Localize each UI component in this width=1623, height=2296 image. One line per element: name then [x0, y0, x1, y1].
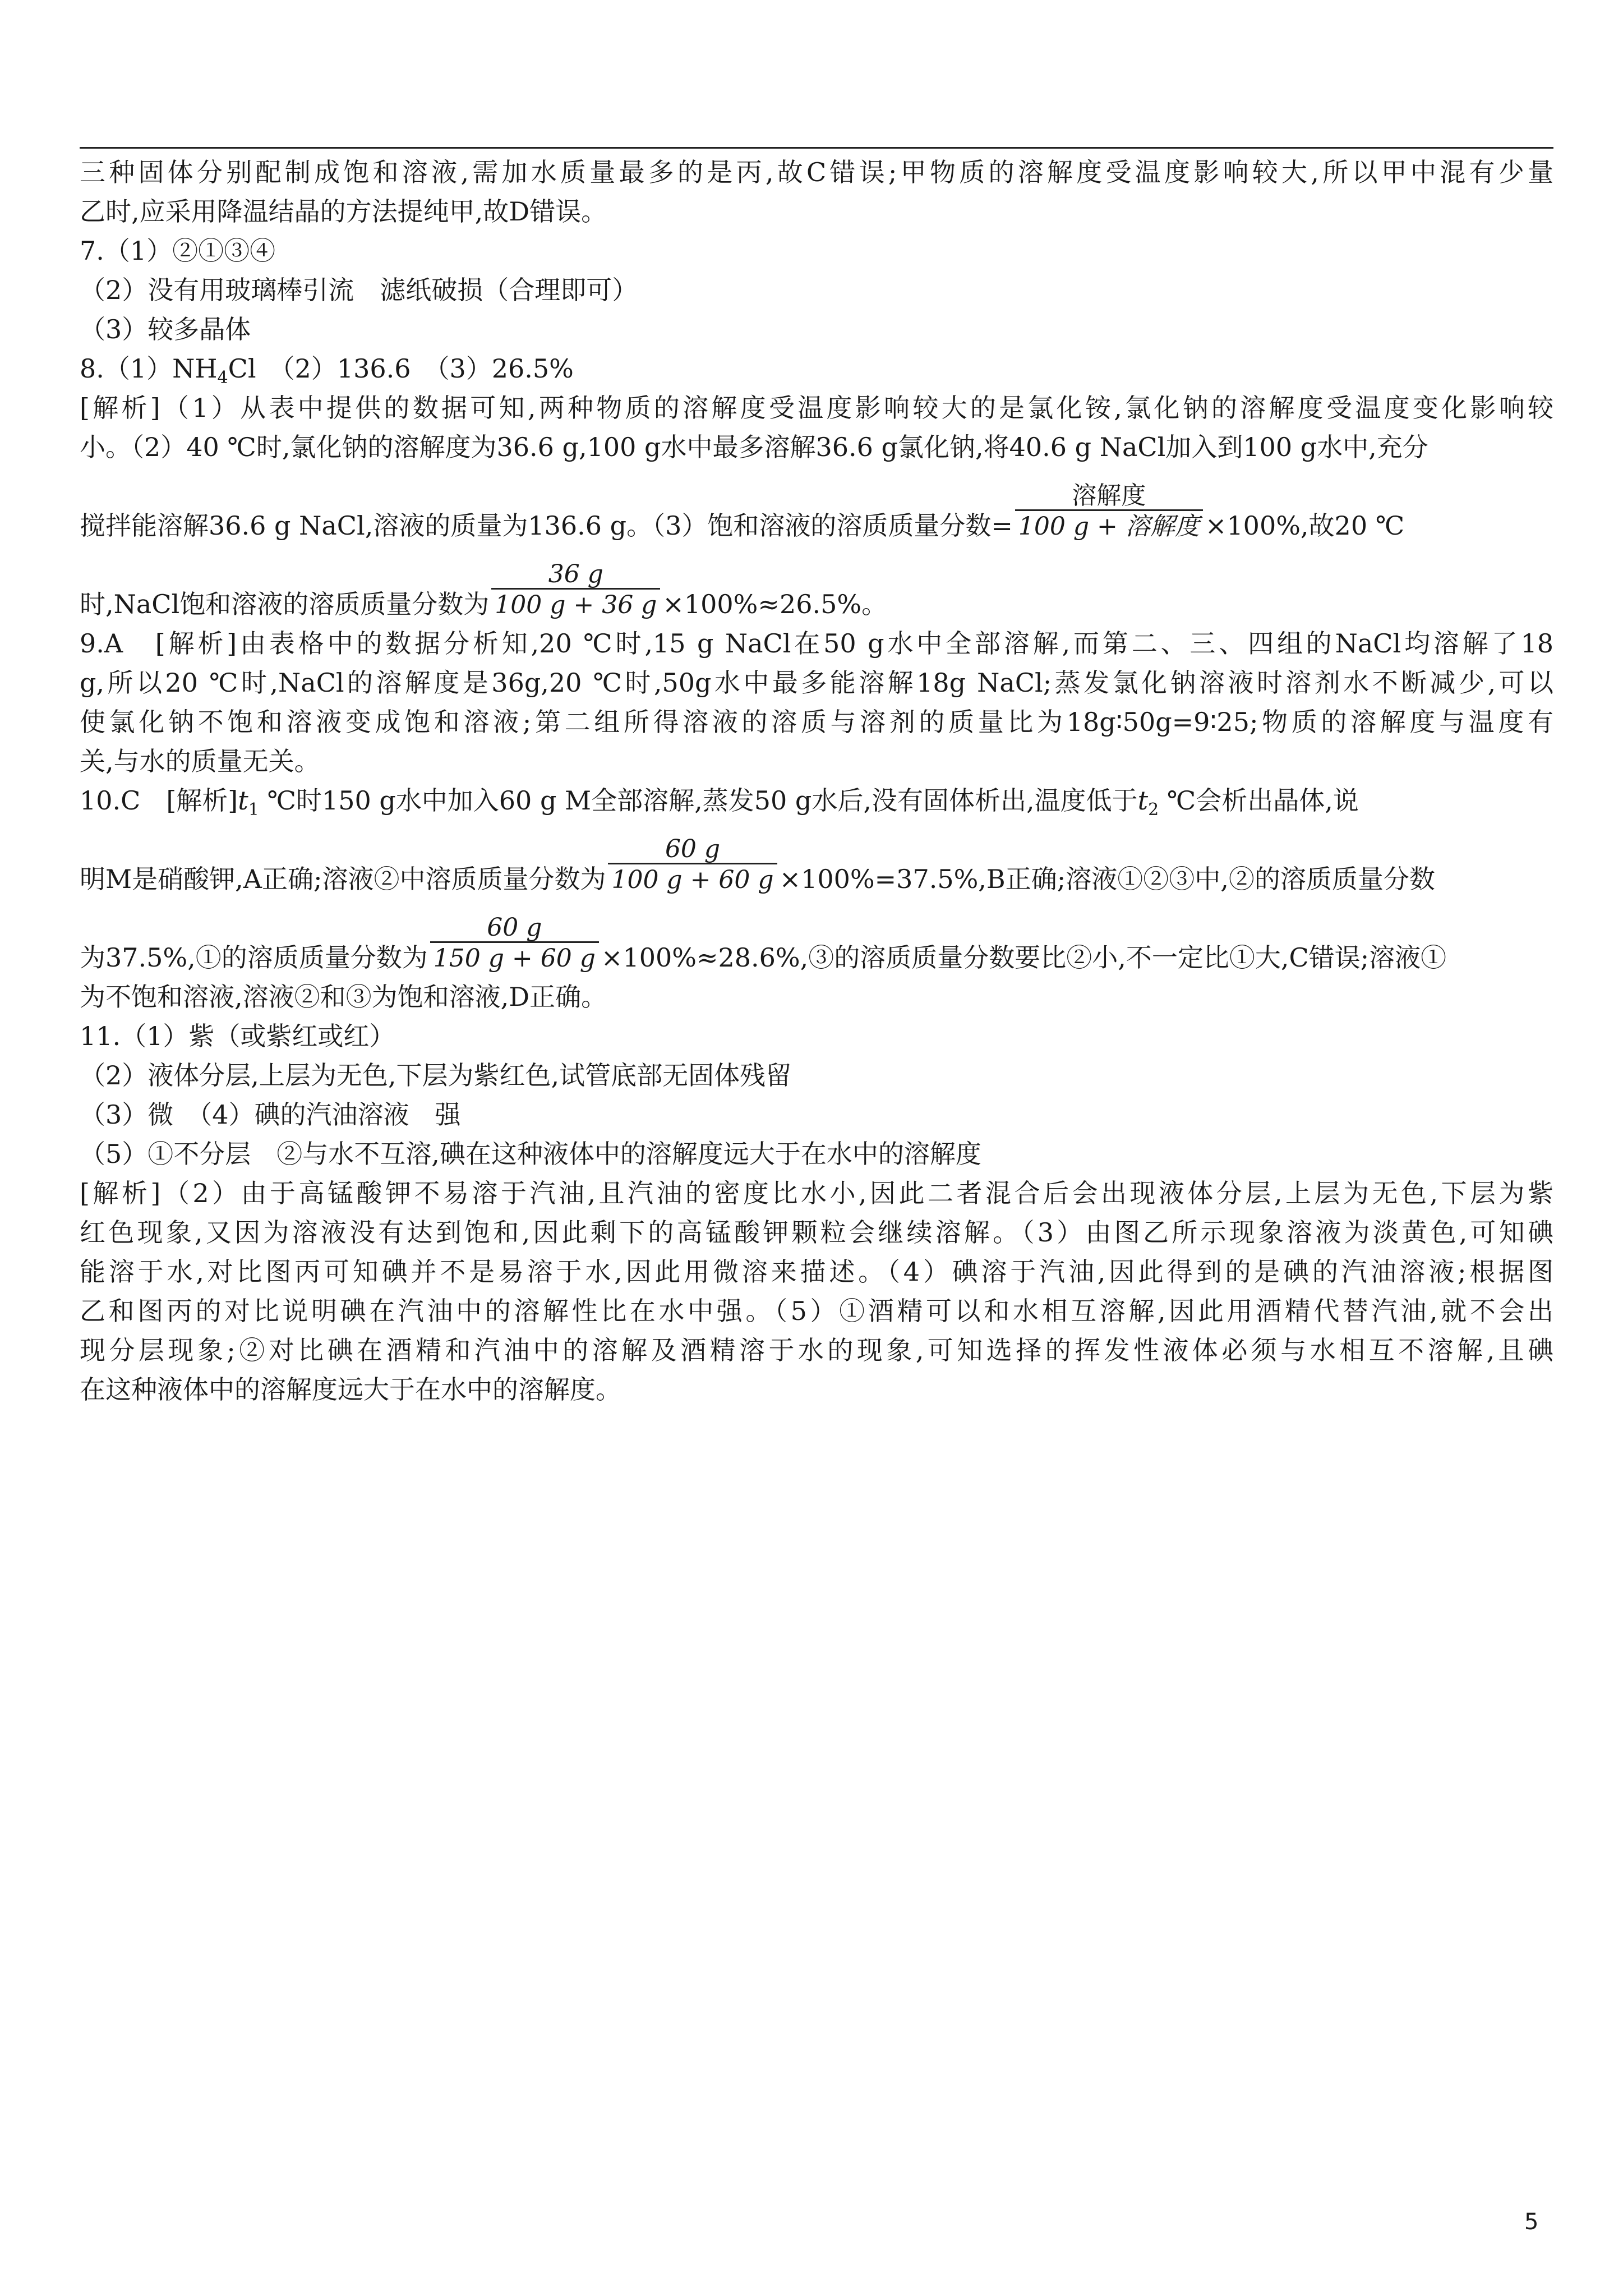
q11-explanation-line: [解析]（2）由于高锰酸钾不易溶于汽油,且汽油的密度比水小,因此二者混合后会出现液体分层,上层为无色,下层为紫	[80, 1178, 1553, 1208]
q7-answer: 7.（1）②①③④	[80, 236, 276, 266]
q10-line: 10.C [解析]$t_1$ ℃时150 g水中加入60 g M全部溶解,蒸发50 g水后,没有固体析出,温度低于$t_2$ ℃会析出晶体,说	[80, 785, 1359, 820]
q11-part3: （3）微 （4）碘的汽油溶液 强	[80, 1099, 461, 1130]
fraction: $\frac{60 g}{150 g + 60 g}$	[430, 938, 599, 977]
q11-explanation-line: 现分层现象;②对比碘在酒精和汽油中的溶解及酒精溶于水的现象,可知选择的挥发性液体必须与水相互不溶解,且碘	[80, 1335, 1553, 1365]
fraction: $\frac{\text{溶解度}}{\text{100 g + 溶解度}}$	[1015, 506, 1203, 545]
q9-line: 9.A [解析]由表格中的数据分析知,20 ℃时,15 g NaCl在50 g水中全部溶解,而第二、三、四组的NaCl均溶解了18	[80, 628, 1553, 659]
fraction: $\frac{36 g}{100 g + 36 g}$	[491, 585, 660, 624]
q11-part5: （5）①不分层 ②与水不互溶,碘在这种液体中的溶解度远大于在水中的溶解度	[80, 1139, 981, 1169]
q7-part3: （3）较多晶体	[80, 314, 251, 344]
q8-answer: $8.(1)NH_4Cl$ （2）136.6 （3）26.5%	[80, 353, 574, 388]
q11-part2: （2）液体分层,上层为无色,下层为紫红色,试管底部无固体残留	[80, 1060, 792, 1091]
q8-explanation-line: 小。（2）40 ℃时,氯化钠的溶解度为36.6 g,100 g水中最多溶解36.6 g氯化钠,将40.6 g NaCl加入到100 g水中,充分	[80, 432, 1428, 462]
q11-answer: 11.（1）紫（或紫红或红）	[80, 1021, 395, 1051]
q9-line: 使氯化钠不饱和溶液变成饱和溶液;第二组所得溶液的溶质与溶剂的质量比为18g∶50g=9∶25;物质的溶解度与温度有	[80, 707, 1553, 737]
q7-part2: （2）没有用玻璃棒引流 滤纸破损（合理即可）	[80, 275, 638, 305]
q8-explanation-line: [解析]（1）从表中提供的数据可知,两种物质的溶解度受温度影响较大的是氯化铵,氯化钠的溶解度受温度变化影响较	[80, 393, 1553, 423]
q8-formula-line: 时,NaCl饱和溶液的溶质质量分数为 $\frac{36 g}{100 g + 36 g}\times 100\%\approx 26.5\%$。	[80, 545, 1553, 624]
q9-line: g,所以20 ℃时,NaCl的溶解度是36g,20 ℃时,50g水中最多能溶解18g NaCl;蒸发氯化钠溶液时溶剂水不断减少,可以	[80, 668, 1553, 698]
answer-text	[80, 153, 1553, 1409]
q8-formula-line: 搅拌能溶解36.6 g NaCl,溶液的质量为136.6 g。（3）饱和溶液的溶质质量分数= $\frac{\text{溶解度}}{\text{100 g + 溶解度}}\times 100\%$,故20 ℃	[80, 467, 1553, 545]
q11-explanation-line: 能溶于水,对比图丙可知碘并不是易溶于水,因此用微溶来描述。（4）碘溶于汽油,因此得到的是碘的汽油溶液;根据图	[80, 1257, 1553, 1287]
q11-explanation-line: 乙和图丙的对比说明碘在汽油中的溶解性比在水中强。（5）①酒精可以和水相互溶解,因此用酒精代替汽油,就不会出	[80, 1296, 1553, 1326]
header-rule	[80, 147, 1553, 149]
text-line: 三种固体分别配制成饱和溶液,需加水质量最多的是丙,故C错误;甲物质的溶解度受温度影响较大,所以甲中混有少量	[80, 157, 1553, 187]
page-number: 5	[1524, 2209, 1539, 2235]
text-line: 乙时,应采用降温结晶的方法提纯甲,故D错误。	[80, 196, 607, 227]
fraction: $\frac{60 g}{100 g + 60 g}$	[608, 859, 777, 899]
q11-explanation-line: 红色现象,又因为溶液没有达到饱和,因此剩下的高锰酸钾颗粒会继续溶解。（3）由图乙所示现象溶液为淡黄色,可知碘	[80, 1217, 1553, 1248]
q9-line: 关,与水的质量无关。	[80, 746, 320, 776]
q11-explanation-line: 在这种液体中的溶解度远大于在水中的溶解度。	[80, 1374, 621, 1405]
q10-formula-line: 为37.5%,①的溶质质量分数为 $\frac{60 g}{150 g + 60 g}\times 100\%\approx 28.6\%,③$的溶质质量分数要比②小,不一定比①大,C错误;溶液①	[80, 899, 1553, 977]
q10-line: 为不饱和溶液,溶液②和③为饱和溶液,D正确。	[80, 982, 607, 1012]
q10-formula-line: 明M是硝酸钾,A正确;溶液②中溶质质量分数为 $\frac{60 g}{100 g + 60 g}\times 100\%=37.5\%,B$正确;溶液①②③中,②的溶质质量分数	[80, 820, 1553, 899]
